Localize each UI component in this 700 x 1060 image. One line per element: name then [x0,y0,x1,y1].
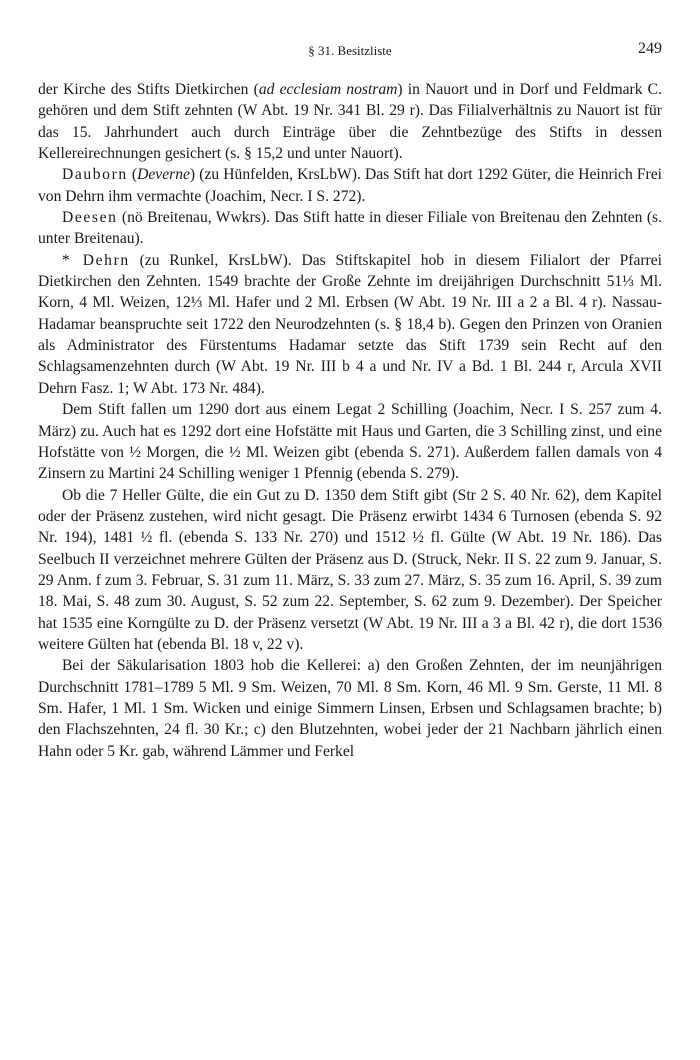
page-number: 249 [638,40,662,57]
paragraph-saekularisation [38,655,662,762]
entry-deesen [38,207,662,250]
paragraph-text: Bei der Säkularisation 1803 hob die Kellerei: a) den Großen Zehnten, der im neunjährigen Durchschnitt 1781–1789 5 Ml. 9 Sm. Weizen, 70 Ml. 8 Sm. Korn, 46 Ml. 9 Sm. Gerste, 11 Ml. 8 Sm. Hafer, 1 Ml. 1 Sm. Wicken und einige Simmern Linsen, Erbsen und Schlagsamen brachte; b) den Flachszehnten, 24 fl. 30 Kr.; c) den Blutzehnten, wobei jeder der 21 Nachbarn jährlich einen Hahn oder 5 Kr. gab, während Lämmer und Ferkel [38,657,662,760]
running-header [38,40,662,62]
entry-heading: Dauborn [62,166,128,184]
paragraph-dehrn-guelte [38,485,662,656]
paragraph-text: (zu Runkel, KrsLbW). Das Stiftskapitel hob in diesem Filialort der Pfarrei Dietkirchen den Zehnten. 1549 brachte der Große Zehnte im dreijährigen Durchschnitt 51⅓ Ml. Korn, 4 Ml. Weizen, 12⅓ Ml. Hafer und 2 Ml. Erbsen (W Abt. 19 Nr. III a 2 a Bl. 4 r). Nassau-Hadamar beanspruchte seit 1722 den Neurodzehnten (s. § 18,4 b). Gegen den Prinzen von Oranien als Administrator des Fürstentums Hadamar setzte das Stift 1739 sein Recht auf den Schlagsamenzehnten durch (W Abt. 19 Nr. III b 4 a und Nr. IV a Bd. 1 Bl. 244 r, Arcula XVII Dehrn Fasz. 1; W Abt. 173 Nr. 484). [38,251,663,397]
paragraph-text: der Kirche des Stifts Dietkirchen (ad ecclesiam nostram) in Nauort und in Dorf und Feldmark C. gehören und dem Stift zehnten (W Abt. 19 Nr. 341 Bl. 29 r). Das Filialverhältnis zu Nauort ist für das 15. Jahrhundert auch durch Einträge über die Zehntbezüge des Stifts in dessen Kellereirechnungen gesichert (s. § 15,2 und unter Nauort). [38,81,662,163]
section-title: § 31. Besitzliste [308,43,392,58]
entry-dehrn [38,250,662,399]
paragraph-continuation [38,79,662,164]
paragraph-text: Ob die 7 Heller Gülte, die ein Gut zu D. 1350 dem Stift gibt (Str 2 S. 40 Nr. 62), dem Kapitel oder der Präsenz zustehen, wird nicht gesagt. Die Präsenz erwirbt 1434 6 Turnosen (ebenda S. 92 Nr. 194), 1481 ½ fl. (ebenda S. 133 Nr. 270) und 1512 ½ fl. Gülte (W Abt. 19 Nr. 186). Das Seelbuch II verzeichnet mehrere Gülten der Präsenz aus D. (Struck, Nekr. II S. 22 zum 9. Januar, S. 29 Anm. f zum 3. Februar, S. 31 zum 11. März, S. 33 zum 27. März, S. 35 zum 16. April, S. 39 zum 18. Mai, S. 48 zum 30. August, S. 52 zum 22. September, S. 62 zum 9. Dezember). Der Speicher hat 1535 eine Korngülte zu D. der Präsenz versetzt (W Abt. 19 Nr. III a 3 a Bl. 42 r), die dort 1536 weitere Gülten hat (ebenda Bl. 18 v, 22 v). [38,486,662,653]
paragraph-text: (Deverne) (zu Hünfelden, KrsLbW). Das Stift hat dort 1292 Güter, die Heinrich Frei von Dehrn ihm vermachte (Joachim, Necr. I S. 272). [38,166,663,205]
paragraph-text: (nö Breitenau, Wwkrs). Das Stift hatte in dieser Filiale von Breitenau den Zehnten (s. unter Breitenau). [38,209,662,248]
entry-heading: * Dehrn [62,251,130,269]
paragraph-text: Dem Stift fallen um 1290 dort aus einem Legat 2 Schilling (Joachim, Necr. I S. 257 zum 4. März) zu. Auch hat es 1292 dort eine Hofstätte mit Haus und Garten, die 3 Schilling zinst, und eine Hofstätte von ½ Morgen, die ½ Ml. Weizen gibt (ebenda S. 271). Außerdem fallen damals von 4 Zinsern zu Martini 24 Schilling weniger 1 Pfennig (ebenda S. 279). [38,401,662,483]
body-text [38,79,662,762]
paragraph-dehrn-legat [38,399,662,484]
entry-dauborn [38,164,662,207]
entry-heading: Deesen [62,209,118,227]
